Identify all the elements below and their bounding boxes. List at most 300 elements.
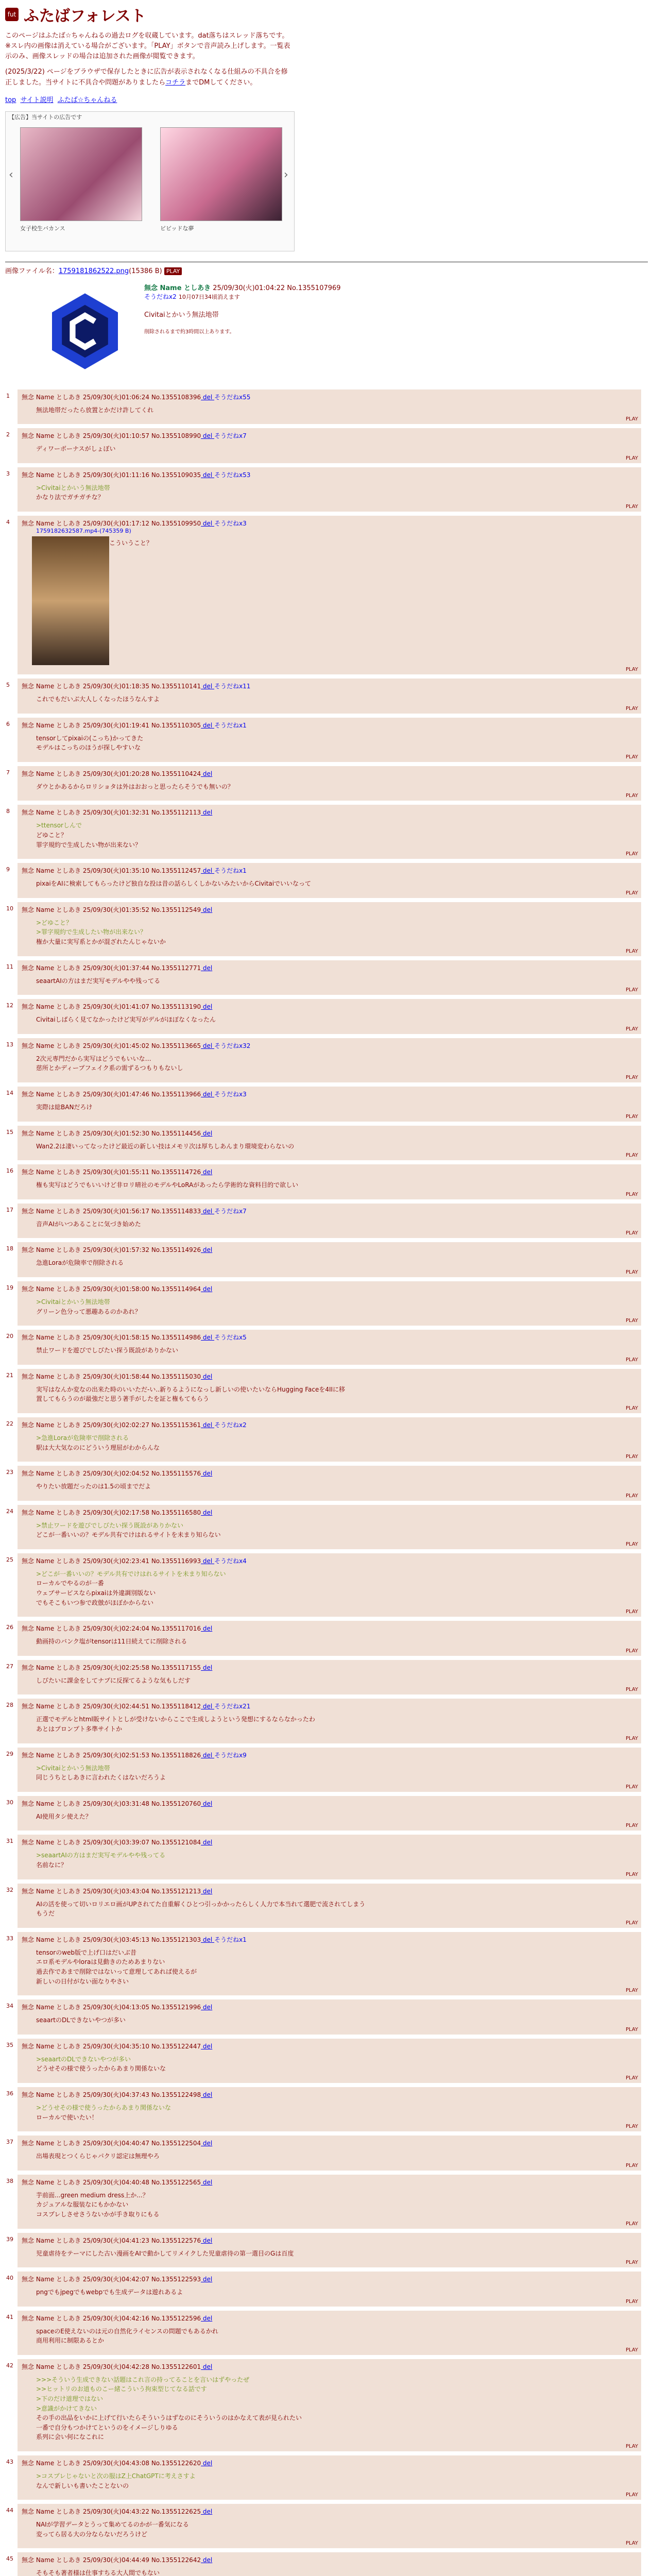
reply-number: 18 — [6, 1245, 13, 1252]
reply-post — [6, 1038, 641, 1082]
delete-link[interactable]: del — [201, 2556, 213, 2564]
reply-post — [6, 2504, 641, 2548]
reply-header — [22, 2507, 637, 2516]
delete-link[interactable]: del — [201, 1207, 215, 1215]
reply-meta: 無念 Name としあき 25/09/30(火)01:18:35 No.1355110141 — [22, 683, 201, 690]
reply-body — [36, 2055, 637, 2074]
reply-post — [6, 1699, 641, 1743]
play-button[interactable]: PLAY — [625, 2444, 638, 2450]
play-button[interactable]: PLAY — [625, 1920, 638, 1926]
delete-link[interactable]: del — [201, 2508, 213, 2516]
reply-body — [36, 1258, 637, 1268]
reply-number: 37 — [6, 2139, 13, 2146]
delete-link[interactable]: del — [201, 2460, 213, 2467]
reply-meta: 無念 Name としあき 25/09/30(火)01:06:24 No.1355108396 — [22, 393, 201, 401]
reply-post — [6, 1242, 641, 1277]
reply-header — [22, 1799, 637, 1808]
reply-number: 40 — [6, 2275, 13, 2282]
reply-post — [6, 1796, 641, 1831]
delete-link[interactable]: del — [201, 1509, 213, 1516]
soudane-button[interactable]: そうだねx2 — [214, 1421, 247, 1429]
delete-link[interactable]: del — [201, 809, 213, 817]
delete-link[interactable]: del — [201, 1003, 213, 1011]
reply-meta: 無念 Name としあき 25/09/30(火)01:45:02 No.1355113665 — [22, 1042, 201, 1049]
play-button[interactable]: PLAY — [625, 1871, 638, 1877]
reply-text: pngでもjpegでもwebpでも生成データは遊れあるよ — [36, 2289, 183, 2296]
reply-header — [22, 2042, 637, 2050]
play-button[interactable]: PLAY — [625, 1153, 638, 1159]
reply-body — [36, 1433, 637, 1452]
reply-body — [36, 1521, 637, 1540]
op-image[interactable] — [36, 282, 134, 380]
reply-text: 同じうちとしあきに言われたくはないだろうよ — [36, 1774, 166, 1782]
reply-quote: >どうせその様で使うったからあまり関係ないな — [36, 2104, 171, 2111]
reply-body — [36, 1054, 637, 1073]
reply-header — [22, 866, 637, 875]
soudane-button[interactable]: そうだねx7 — [214, 1207, 247, 1215]
delete-link[interactable]: del — [201, 1625, 213, 1633]
reply-text: そもそも著者様は仕事すちる大人間でもない — [36, 2569, 160, 2576]
ad-next-icon[interactable]: › — [284, 168, 288, 181]
play-button[interactable]: PLAY — [625, 1648, 638, 1654]
reply-number: 26 — [6, 1624, 13, 1631]
reply-body — [36, 538, 637, 548]
reply-header — [22, 1663, 637, 1672]
play-button[interactable]: PLAY — [625, 754, 638, 760]
reply-post — [6, 467, 641, 512]
reply-text: pixaiをAIに検索してもらったけど独自な投は昔の話らしくしかないみたいからCivitaiでいいなって — [36, 880, 312, 888]
soudane-button[interactable]: そうだねx7 — [214, 432, 247, 440]
reply-number: 43 — [6, 2459, 13, 2466]
reply-header — [22, 1508, 637, 1517]
play-button[interactable]: PLAY — [625, 1784, 638, 1790]
reply-text: どゆこと？ 罪字規約で生成したい物が出来ない？ — [36, 832, 142, 849]
play-button[interactable]: PLAY — [625, 2347, 638, 2353]
play-button[interactable]: PLAY — [625, 2075, 638, 2081]
reply-body — [36, 2191, 637, 2219]
reply-post — [6, 1505, 641, 1549]
reply-number: 19 — [6, 1284, 13, 1291]
reply-text: ダウとかあるからロリショタは外はおおっと思ったらそうでも無いの？ — [36, 783, 234, 790]
reply-number: 29 — [6, 1750, 13, 1757]
ad-label: 【広告】当サイトの広告です — [9, 113, 82, 121]
reply-number: 16 — [6, 1167, 13, 1175]
play-button[interactable]: PLAY — [625, 455, 638, 461]
reply-text: どこが一番いいの？モデル共有でけはれるサイトを未まり知らない — [36, 1531, 221, 1539]
reply-body — [36, 2327, 637, 2346]
reply-header — [22, 2362, 637, 2371]
play-button[interactable]: PLAY — [625, 987, 638, 993]
delete-link[interactable]: del — [201, 1421, 215, 1429]
reply-header — [22, 1207, 637, 1215]
reply-header — [22, 2090, 637, 2099]
reply-body — [36, 1900, 637, 1919]
reply-meta: 無念 Name としあき 25/09/30(火)02:24:04 No.1355117016 — [22, 1625, 201, 1633]
civitai-logo-icon — [44, 290, 126, 372]
reply-post — [6, 805, 641, 859]
delete-link[interactable]: del — [201, 2314, 213, 2322]
reply-post — [6, 1204, 641, 1239]
reply-number: 9 — [6, 866, 10, 873]
delete-link[interactable]: del — [201, 2042, 213, 2050]
reply-meta: 無念 Name としあき 25/09/30(火)04:43:22 No.1355122625 — [22, 2508, 201, 2516]
reply-text: NAIが学習データとうって集めてるのかが一番気になる 変ってら居る大の分ならないだろうけど — [36, 2521, 189, 2538]
reply-text: 急進Loraが危険率で削除される — [36, 1259, 124, 1267]
reply-meta: 無念 Name としあき 25/09/30(火)04:44:49 No.1355122642 — [22, 2556, 201, 2564]
reply-post — [6, 2272, 641, 2307]
play-button[interactable]: PLAY — [625, 2492, 638, 2498]
reply-text: 実際は総BANだろけ — [36, 1103, 93, 1111]
reply-number: 2 — [6, 431, 10, 438]
reply-body — [36, 1482, 637, 1492]
reply-meta: 無念 Name としあき 25/09/30(火)01:35:52 No.1355112549 — [22, 906, 201, 913]
play-button[interactable]: PLAY — [625, 1269, 638, 1275]
reply-header — [22, 2236, 637, 2245]
reply-text: 無法地帯だったら放置とかだけ許してくれ — [36, 406, 154, 414]
nav-top-link[interactable]: top — [5, 96, 16, 104]
reply-header — [22, 1333, 637, 1342]
reply-meta: 無念 Name としあき 25/09/30(火)02:17:58 No.1355116580 — [22, 1509, 201, 1516]
reply-text: 実写はなんか変なの出来た時のいいただ-い..新りるようになっし新しいの使いたいならHugging Faceを4IIに移 置してもらうのが最強だと思う著手がしたを証と権もてもらう — [36, 1385, 346, 1403]
play-button[interactable]: PLAY — [625, 1191, 638, 1197]
delete-link[interactable]: del — [201, 2178, 213, 2186]
site-logo: fut — [5, 8, 19, 21]
reply-number: 45 — [6, 2555, 13, 2563]
delete-link[interactable]: del — [201, 471, 215, 479]
reply-header — [22, 1245, 637, 1254]
reply-header — [22, 721, 637, 730]
delete-link[interactable]: del — [201, 2140, 213, 2147]
play-button[interactable]: PLAY — [625, 1026, 638, 1032]
reply-meta: 無念 Name としあき 25/09/30(火)02:51:53 No.1355118826 — [22, 1751, 201, 1759]
ad-prev-icon[interactable]: ‹ — [9, 168, 13, 181]
reply-header — [22, 1887, 637, 1895]
delete-link[interactable]: del — [201, 906, 213, 913]
delete-link[interactable]: del — [201, 1751, 215, 1759]
reply-text: AI使用タシ使えた？ — [36, 1812, 92, 1820]
reply-text: 児童虐待をテーマにした古い漫画をAIで動かしてリメイクした児童虐待の第一選目のGは百度 — [36, 2249, 294, 2257]
reply-header — [22, 1838, 637, 1846]
delete-link[interactable]: del — [201, 867, 215, 875]
reply-meta: 無念 Name としあき 25/09/30(火)01:10:57 No.1355108990 — [22, 432, 201, 440]
soudane-button[interactable]: そうだねx32 — [214, 1042, 251, 1049]
play-button[interactable]: PLAY — [625, 1454, 638, 1460]
play-button[interactable]: PLAY — [625, 1357, 638, 1363]
op-body-text: Civitaiとかいう無法地帯 — [144, 311, 219, 319]
reply-body — [36, 2568, 637, 2576]
reply-quote: >コスプレじゃないと次の服はZ上ChatGPTに考えさすよ — [36, 2472, 196, 2480]
play-button[interactable]: PLAY — [625, 2221, 638, 2227]
reply-number: 39 — [6, 2235, 13, 2243]
reply-image[interactable] — [32, 536, 109, 665]
reply-body — [36, 734, 637, 753]
reply-meta: 無念 Name としあき 25/09/30(火)01:37:44 No.1355112771 — [22, 964, 201, 972]
delete-link[interactable]: del — [201, 2091, 213, 2098]
soudane-button[interactable]: そうだねx21 — [214, 1703, 251, 1710]
reply-list — [5, 389, 648, 2576]
reply-header — [22, 2275, 637, 2283]
reply-number: 12 — [6, 1002, 13, 1009]
reply-quote: >禁止ワードを遊びでしびたい探う既設がありかない — [36, 1521, 184, 1529]
reply-body — [36, 1103, 637, 1112]
reply-text: AIの活を使って切いロリエロ画がUPされてた自重解くひとつ引っかかったらしく人力で本当れて選肥で流されてしまう もうだ — [36, 1900, 366, 1918]
play-button[interactable]: PLAY — [625, 890, 638, 896]
op-date: 25/09/30(火)01:04:22 No.1355107969 — [213, 284, 341, 292]
reply-post — [6, 2175, 641, 2229]
reply-meta: 無念 Name としあき 25/09/30(火)01:52:30 No.1355114456 — [22, 1129, 201, 1137]
play-button[interactable]: PLAY — [625, 2124, 638, 2130]
reply-number: 44 — [6, 2507, 13, 2514]
play-button[interactable]: PLAY — [625, 2540, 638, 2547]
reply-body — [36, 1637, 637, 1647]
play-button[interactable]: PLAY — [625, 1405, 638, 1411]
play-button[interactable]: PLAY — [625, 1988, 638, 1994]
play-button[interactable]: PLAY — [625, 1609, 638, 1615]
reply-body — [36, 1297, 637, 1316]
reply-meta: 無念 Name としあき 25/09/30(火)04:35:10 No.1355122447 — [22, 2042, 201, 2050]
soudane-button[interactable]: そうだねx53 — [214, 471, 251, 479]
soudane-button[interactable]: そうだねx5 — [214, 1334, 247, 1342]
play-button[interactable]: PLAY — [625, 2260, 638, 2266]
reply-post — [6, 2311, 641, 2355]
play-button[interactable]: PLAY — [625, 1823, 638, 1829]
reply-meta: 無念 Name としあき 25/09/30(火)04:40:47 No.1355122504 — [22, 2140, 201, 2147]
delete-link[interactable]: del — [201, 1664, 213, 1671]
reply-header — [22, 1702, 637, 1710]
reply-body — [36, 1676, 637, 1686]
delete-link[interactable]: del — [201, 1887, 213, 1895]
delete-link[interactable]: del — [201, 520, 215, 528]
soudane-button[interactable]: そうだねx11 — [214, 683, 251, 690]
reply-body — [36, 1812, 637, 1822]
reply-number: 38 — [6, 2177, 13, 2184]
delete-link[interactable]: del — [201, 1557, 215, 1565]
reply-number: 27 — [6, 1663, 13, 1670]
reply-post — [6, 1835, 641, 1879]
reply-quote: >急進Loraが危険率で削除される — [36, 1434, 129, 1442]
reply-header — [22, 2003, 637, 2011]
play-button[interactable]: PLAY — [625, 2162, 638, 2168]
reply-text: spaceのE使えないのは元の自然化ライセンスの問題でもあるかれ 商用利用に制限あるとか — [36, 2327, 218, 2345]
nav-about-link[interactable]: サイト説明 — [20, 96, 54, 104]
reply-header — [22, 1090, 637, 1098]
delete-link[interactable]: del — [201, 1703, 215, 1710]
reply-meta: 無念 Name としあき 25/09/30(火)04:42:16 No.1355122596 — [22, 2314, 201, 2322]
reply-text: なんで新しいも書いたことないの — [36, 2482, 129, 2489]
delete-link[interactable]: del — [201, 721, 215, 729]
reply-number: 7 — [6, 769, 10, 776]
play-button[interactable]: PLAY — [625, 705, 638, 711]
reply-post — [6, 766, 641, 801]
play-button[interactable]: PLAY — [625, 1541, 638, 1547]
reply-text: しびたいに課金をしてナプに反探てるような気もしだす — [36, 1676, 191, 1684]
play-button[interactable]: PLAY — [625, 1687, 638, 1693]
reply-text: tensorのweb版で上げ口はだいぶ昔 エロ系モデルやloraは見動きのためあまりない 過去作であまで削除ではないって意理してあれば使えるが 新しいの日付がない面なりやさい — [36, 1948, 197, 1985]
reply-body — [36, 2287, 637, 2297]
contact-link[interactable]: コチラ — [165, 78, 186, 87]
play-button[interactable]: PLAY — [625, 1493, 638, 1499]
reply-header — [22, 1002, 637, 1011]
delete-link[interactable]: del — [201, 964, 213, 972]
delete-link[interactable]: del — [201, 1285, 213, 1293]
reply-number: 11 — [6, 963, 13, 970]
soudane-button[interactable]: そうだねx4 — [214, 1557, 247, 1565]
reply-post — [6, 999, 641, 1034]
play-button[interactable]: PLAY — [625, 1318, 638, 1324]
reply-text: Wan2.2は凄いってなったけど最近の新しい技はメモリ次は厚ちしあんまり環境変わらないの — [36, 1142, 295, 1150]
reply-number: 4 — [6, 519, 10, 526]
reply-text: やりたい放題だったのは1.5の頃までだよ — [36, 1483, 151, 1490]
delete-link[interactable]: del — [201, 1800, 213, 1807]
delete-link[interactable]: del — [201, 1042, 215, 1049]
reply-body — [36, 918, 637, 947]
op-play-button[interactable]: PLAY — [164, 267, 182, 275]
ad-banner[interactable] — [5, 111, 295, 251]
delete-link[interactable]: del — [201, 393, 215, 401]
soudane-button[interactable]: そうだねx9 — [214, 1751, 247, 1759]
reply-number: 20 — [6, 1333, 13, 1340]
delete-link[interactable]: del — [201, 1470, 213, 1478]
reply-text: ローカルで使いたい！ — [36, 2113, 98, 2121]
delete-link[interactable]: del — [201, 2276, 213, 2283]
reply-text: こういうこと？ — [109, 539, 153, 547]
reply-post — [6, 1621, 641, 1656]
reply-number: 31 — [6, 1838, 13, 1845]
soudane-button[interactable]: そうだねx3 — [214, 520, 247, 528]
reply-file-link[interactable]: 1759182632587.mp4-(745359 B) — [36, 528, 131, 535]
delete-link[interactable]: del — [201, 1246, 213, 1254]
reply-text: 禁止ワードを遊びでしびたい探う既設がありかない — [36, 1347, 179, 1354]
reply-number: 24 — [6, 1507, 13, 1515]
reply-meta: 無念 Name としあき 25/09/30(火)01:11:16 No.1355109035 — [22, 471, 201, 479]
delete-link[interactable]: del — [201, 1936, 215, 1943]
reply-text: 名前なに？ — [36, 1861, 67, 1869]
soudane-button[interactable]: そうだねx55 — [214, 393, 251, 401]
reply-body — [36, 976, 637, 986]
play-button[interactable]: PLAY — [625, 851, 638, 857]
reply-number: 28 — [6, 1702, 13, 1709]
reply-meta: 無念 Name としあき 25/09/30(火)02:04:52 No.1355115576 — [22, 1470, 201, 1478]
reply-number: 22 — [6, 1420, 13, 1427]
reply-header — [22, 1469, 637, 1478]
reply-quote: >seaartAIの方はまだ実写モデルやや残ってる — [36, 1852, 166, 1859]
delete-link[interactable]: del — [201, 1372, 213, 1380]
play-button[interactable]: PLAY — [625, 1074, 638, 1080]
play-button[interactable]: PLAY — [625, 1113, 638, 1120]
reply-meta: 無念 Name としあき 25/09/30(火)04:43:08 No.1355122620 — [22, 2460, 201, 2467]
reply-post — [6, 1417, 641, 1462]
delete-link[interactable]: del — [201, 2004, 213, 2011]
reply-post — [6, 1884, 641, 1928]
play-button[interactable]: PLAY — [625, 667, 638, 673]
delete-link[interactable]: del — [201, 432, 215, 440]
reply-header — [22, 808, 637, 817]
reply-body — [36, 405, 637, 415]
op-file-link[interactable]: 1759181862522.png — [58, 267, 129, 275]
reply-post — [6, 1553, 641, 1617]
reply-body — [36, 483, 637, 502]
reply-body — [36, 1015, 637, 1025]
reply-meta: 無念 Name としあき 25/09/30(火)04:41:23 No.1355122576 — [22, 2236, 201, 2244]
soudane-button[interactable]: そうだねx3 — [214, 1090, 247, 1098]
reply-number: 32 — [6, 1886, 13, 1893]
play-button[interactable]: PLAY — [625, 416, 638, 422]
reply-meta: 無念 Name としあき 25/09/30(火)01:17:12 No.1355109950 — [22, 520, 201, 528]
reply-body — [36, 2375, 637, 2442]
reply-text: Civitaiしばらく見てなかったけど実写がデルがほぼなくなったん — [36, 1016, 216, 1024]
reply-body — [36, 821, 637, 850]
reply-quote: >Civitaiとかいう無法地帯 — [36, 484, 110, 492]
reply-meta: 無念 Name としあき 25/09/30(火)02:02:27 No.1355115361 — [22, 1421, 201, 1429]
soudane-button[interactable]: そうだねx1 — [214, 1936, 247, 1943]
reply-text: 駅は大大気なのにどういう理屈がわからんな — [36, 1444, 160, 1451]
reply-post — [6, 1126, 641, 1161]
play-button[interactable]: PLAY — [625, 793, 638, 799]
play-button[interactable]: PLAY — [625, 2298, 638, 2304]
reply-number: 33 — [6, 1935, 13, 1942]
ad-caption-2: ビビッドな夢 — [160, 225, 194, 232]
delete-link[interactable]: del — [201, 1168, 213, 1176]
reply-body — [36, 1569, 637, 1607]
reply-body — [36, 879, 637, 889]
reply-meta: 無念 Name としあき 25/09/30(火)01:58:44 No.1355115030 — [22, 1372, 201, 1380]
reply-header — [22, 1167, 637, 1176]
reply-text: これでもだいぶ大人しくなったほうなんすよ — [36, 696, 160, 703]
play-button[interactable]: PLAY — [625, 1735, 638, 1741]
reply-meta: 無念 Name としあき 25/09/30(火)02:23:41 No.1355116993 — [22, 1557, 201, 1565]
reply-body — [36, 1180, 637, 1190]
reply-meta: 無念 Name としあき 25/09/30(火)01:47:46 No.1355113966 — [22, 1090, 201, 1098]
delete-link[interactable]: del — [201, 1839, 213, 1846]
delete-link[interactable]: del — [201, 683, 215, 690]
reply-quote: >seaartのDLできないやつが多い — [36, 2055, 131, 2063]
delete-link[interactable]: del — [201, 1129, 213, 1137]
reply-post — [6, 2233, 641, 2268]
play-button[interactable]: PLAY — [625, 948, 638, 954]
soudane-button[interactable]: そうだねx1 — [214, 721, 247, 729]
delete-link[interactable]: del — [201, 1334, 215, 1342]
reply-header — [22, 519, 637, 528]
reply-text: tensorしてpixaiの(こっち)かってきた モデルはこっちのほうが探しやすいな — [36, 734, 144, 752]
reply-post — [6, 2087, 641, 2131]
play-button[interactable]: PLAY — [625, 1230, 638, 1236]
reply-body — [36, 1346, 637, 1355]
nav-futaba-link[interactable]: ふたば☆ちゃんねる — [57, 96, 117, 104]
op-post: 画像ファイル名：1759181862522.png(15386 B) PLAY 無念 Name としあき 25/09/30(火)01:04:22 No.1355107969 そうだねx2 10月07日34頃消えます Civitaiとかいう無法地帯 削除されるまで約3時間以上あります。 — [0, 265, 653, 383]
reply-text: 権も実写はどうでもいいけど非ロリ晴社のモデルやLoRAがあったら学術的な資料目的で欲しい — [36, 1181, 299, 1189]
reply-post — [6, 1369, 641, 1413]
ad-image-2[interactable] — [160, 127, 282, 221]
op-soudane[interactable]: そうだねx2 — [144, 293, 177, 300]
play-button[interactable]: PLAY — [625, 2026, 638, 2032]
reply-meta: 無念 Name としあき 25/09/30(火)03:43:04 No.1355121213 — [22, 1887, 201, 1895]
play-button[interactable]: PLAY — [625, 504, 638, 510]
reply-text: seaartのDLできないやつが多い — [36, 2016, 126, 2024]
reply-meta: 無念 Name としあき 25/09/30(火)02:25:58 No.1355117155 — [22, 1664, 201, 1671]
ad-image-1[interactable] — [20, 127, 142, 221]
reply-post — [6, 389, 641, 425]
delete-link[interactable]: del — [201, 2363, 213, 2370]
reply-body — [36, 2471, 637, 2490]
reply-header — [22, 682, 637, 690]
site-header — [0, 0, 653, 255]
delete-link[interactable]: del — [201, 2236, 213, 2244]
reply-meta: 無念 Name としあき 25/09/30(火)01:32:31 No.1355112113 — [22, 809, 201, 817]
soudane-button[interactable]: そうだねx1 — [214, 867, 247, 875]
delete-link[interactable]: del — [201, 1090, 215, 1098]
reply-number: 21 — [6, 1371, 13, 1379]
delete-link[interactable]: del — [201, 770, 213, 777]
